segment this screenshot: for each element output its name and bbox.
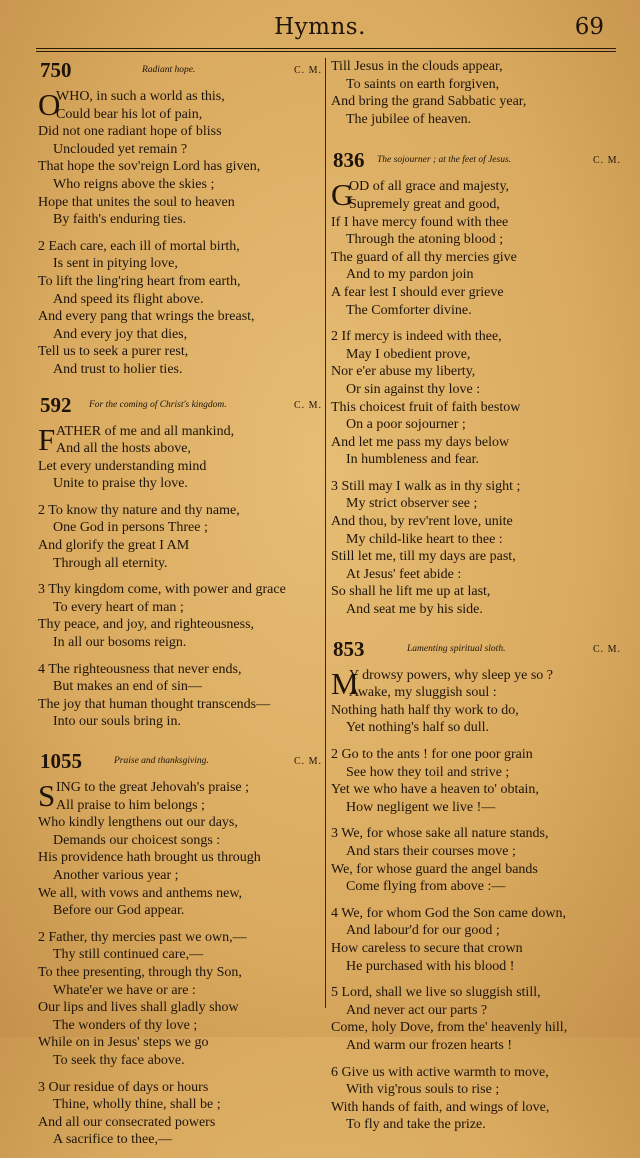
verse-line: While on in Jesus' steps we go [38, 1035, 209, 1051]
verse-line: By faith's enduring ties. [53, 212, 187, 228]
stanza [38, 238, 322, 379]
hymn-number: 836 [333, 148, 365, 173]
stanza [331, 478, 621, 619]
verse-line: Let every understanding mind [38, 458, 207, 474]
hymn-number: 1055 [40, 749, 82, 773]
hymn-number: 592 [40, 392, 72, 417]
verse-line: In humbleness and fear. [346, 452, 479, 468]
drop-cap-letter: S [38, 778, 56, 813]
verse-line: Demands our choicest songs : [53, 832, 221, 848]
hymn-header [38, 58, 322, 85]
verse-line: 3 We, for whose sake all nature stands, [331, 826, 549, 842]
verse-line: Come, holy Dove, from the' heavenly hill, [331, 1020, 568, 1036]
verse-line: 6 Give us with active warmth to move, [331, 1064, 549, 1080]
verse-line: The joy that human thought transcends— [38, 696, 271, 712]
verse-line: And seat me by his side. [346, 602, 483, 618]
verse-line: The guard of all thy mercies give [331, 249, 517, 265]
verse-line: How careless to secure that crown [331, 940, 523, 956]
stanza [38, 423, 322, 493]
verse-line: And bring the grand Sabbatic year, [331, 94, 527, 110]
verse-line: In all our bosoms reign. [53, 635, 187, 651]
verse-line: Or sin against thy love : [346, 381, 481, 397]
verse-line: Tell us to seek a purer rest, [38, 344, 189, 360]
verse-line: And all our consecrated powers [38, 1114, 216, 1130]
verse-line: To fly and take the prize. [346, 1117, 486, 1133]
page-number: 69 [574, 14, 604, 40]
verse-line: See how they toil and strive ; [346, 764, 510, 780]
drop-cap-letter: M [331, 665, 359, 701]
left-column [38, 58, 322, 1158]
stanza [331, 825, 621, 895]
header-rule-double [36, 51, 616, 52]
stanza [331, 667, 621, 737]
verse-line-text: ING to the great Jehovah's praise ; [56, 780, 250, 795]
column-divider [325, 58, 326, 1008]
stanza [331, 328, 621, 469]
verse-line: Through all eternity. [53, 555, 168, 571]
verse-line: We all, with vows and anthems new, [38, 885, 243, 901]
verse-line: If I have mercy found with thee [331, 214, 509, 230]
page-title: Hymns. [274, 14, 366, 40]
hymn-number: 853 [333, 636, 365, 661]
verse-line: Unite to praise thy love. [53, 476, 188, 492]
hymn-subtitle: The sojourner ; at the feet of Jesus. [377, 155, 512, 166]
verse-line: We, for whose guard the angel bands [331, 861, 538, 877]
verse-line: 5 Lord, shall we live so sluggish still, [331, 985, 541, 1001]
verse-line: That hope the sov'reign Lord has given, [38, 159, 261, 175]
stanza [38, 929, 322, 1070]
hymn-meter: C. M. [293, 399, 322, 411]
verse-line: 2 If mercy is indeed with thee, [331, 329, 502, 345]
verse-line: And speed its flight above. [53, 291, 204, 307]
stanza [38, 502, 322, 572]
stanza [38, 779, 322, 920]
verse-line: To seek thy face above. [53, 1052, 185, 1068]
verse-line: And never act our parts ? [346, 1002, 488, 1018]
verse-line: To saints on earth forgiven, [346, 76, 500, 92]
verse-line: Another various year ; [53, 867, 179, 883]
hymn-subtitle: Lamenting spiritual sloth. [407, 643, 506, 654]
verse-line: And labour'd for our good ; [346, 923, 500, 939]
hymn-header [331, 637, 621, 664]
verse-line: Did not one radiant hope of bliss [38, 124, 222, 140]
hymn-meter: C. M. [293, 65, 322, 76]
verse-line: One God in persons Three ; [53, 520, 208, 536]
verse-line: A sacrifice to thee,— [53, 1132, 172, 1148]
verse-line: Through the atoning blood ; [346, 232, 504, 248]
hymn-header [38, 749, 322, 776]
hymn-number: 750 [40, 58, 72, 82]
verse-line: Thine, wholly thine, shall be ; [53, 1097, 221, 1113]
verse-line: Thy peace, and joy, and righteousness, [38, 617, 255, 633]
verse-line: Come flying from above :— [346, 879, 506, 895]
hymn-header [38, 393, 322, 420]
verse-line: Could bear his lot of pain, [56, 106, 203, 122]
hymn-subtitle: For the coming of Christ's kingdom. [89, 399, 227, 410]
verse-line: Whate'er we have or are : [53, 982, 196, 998]
stanza [331, 984, 621, 1054]
verse-line: 2 Go to the ants ! for one poor grain [331, 747, 533, 762]
right-column [331, 58, 621, 1143]
verse-line: And thou, by rev'rent love, unite [331, 514, 513, 530]
verse-line: And warm our frozen hearts ! [346, 1037, 512, 1053]
verse-line: 3 Still may I walk as in thy sight ; [331, 478, 521, 494]
verse-line: With vig'rous souls to rise ; [346, 1082, 500, 1098]
verse-line: Awake, my sluggish soul : [349, 685, 497, 701]
verse-line: And all the hosts above, [56, 441, 191, 457]
verse-line: And every joy that dies, [53, 326, 188, 342]
verse-line: The Comforter divine. [346, 302, 472, 318]
verse-line-text: ATHER of me and all mankind, [56, 423, 235, 439]
verse-line: And to my pardon join [346, 267, 474, 283]
verse-line: Till Jesus in the clouds appear, [331, 59, 503, 74]
stanza [331, 905, 621, 975]
verse-line: Yet nothing's half so dull. [346, 720, 490, 736]
verse-line: May I obedient prove, [346, 346, 471, 362]
verse-line: Into our souls bring in. [53, 714, 181, 730]
hymn-subtitle: Radiant hope. [142, 65, 196, 75]
verse-line: This choicest fruit of faith bestow [331, 399, 521, 415]
verse-line: 2 Each care, each ill of mortal birth, [38, 238, 240, 254]
verse-line: 4 The righteousness that never ends, [38, 661, 242, 677]
verse-line: Who kindly lengthens out our days, [38, 815, 238, 831]
verse-line: Before our God appear. [53, 903, 185, 919]
verse-line: And every pang that wrings the breast, [38, 309, 255, 325]
verse-line: On a poor sojourner ; [346, 417, 466, 433]
verse-line: And let me pass my days below [331, 434, 510, 450]
verse-line: Nothing hath half thy work to do, [331, 702, 519, 718]
hymn-592 [38, 393, 322, 732]
verse-line: My strict observer see ; [346, 496, 478, 512]
verse-line: And trust to holier ties. [53, 361, 183, 377]
verse-line: But makes an end of sin— [53, 679, 202, 695]
verse-line-text: Y drowsy powers, why sleep ye so ? [349, 667, 553, 683]
verse-line: To thee presenting, through thy Son, [38, 964, 242, 980]
stanza [331, 178, 621, 319]
stanza [331, 1064, 621, 1134]
stanza [38, 88, 322, 229]
verse-line: Supremely great and good, [349, 196, 500, 212]
verse-line: The wonders of thy love ; [53, 1017, 198, 1033]
verse-line: Hope that unites the soul to heaven [38, 194, 235, 210]
verse-line: To lift the ling'ring heart from earth, [38, 273, 241, 289]
hymn-750 [38, 58, 322, 379]
hymn-853 [331, 637, 621, 1134]
verse-line: Thy still continued care,— [53, 947, 204, 963]
verse-line: Our lips and lives shall gladly show [38, 1000, 239, 1016]
hymn-meter: C. M. [592, 643, 621, 655]
stanza [38, 661, 322, 731]
verse-line: All praise to him belongs ; [56, 797, 205, 813]
verse-line: Yet we who have a heaven to' obtain, [331, 782, 539, 798]
verse-line: His providence hath brought us through [38, 850, 261, 866]
verse-line: Nor e'er abuse my liberty, [331, 364, 476, 380]
verse-line: With hands of faith, and wings of love, [331, 1099, 550, 1115]
verse-line: The jubilee of heaven. [346, 111, 472, 127]
hymn-meter: C. M. [592, 155, 621, 167]
header-rule [36, 48, 616, 49]
hymn-836 [331, 148, 621, 618]
hymn-meter: C. M. [293, 756, 322, 767]
verse-line: Still let me, till my days are past, [331, 549, 516, 565]
verse-line: To every heart of man ; [53, 599, 184, 615]
verse-line: Who reigns above the skies ; [53, 176, 215, 192]
verse-line: 2 To know thy nature and thy name, [38, 502, 240, 518]
continued-stanza [331, 58, 621, 128]
page-header [0, 14, 640, 44]
hymn-1055 [38, 749, 322, 1149]
hymn-subtitle: Praise and thanksgiving. [114, 756, 209, 766]
verse-line: 3 Thy kingdom come, with power and grace [38, 582, 286, 598]
stanza [38, 581, 322, 651]
verse-line: At Jesus' feet abide : [346, 566, 462, 582]
verse-line: And glorify the great I AM [38, 538, 190, 554]
verse-line: How negligent we live !— [346, 799, 496, 815]
verse-line: He purchased with his blood ! [346, 958, 515, 974]
verse-line: Unclouded yet remain ? [53, 141, 188, 157]
verse-line: Is sent in pitying love, [53, 256, 178, 272]
hymn-header [331, 148, 621, 175]
verse-line: 3 Our residue of days or hours [38, 1079, 209, 1095]
verse-line: So shall he lift me up at last, [331, 584, 491, 600]
drop-cap-letter: O [38, 87, 61, 122]
verse-line-text: WHO, in such a world as this, [56, 89, 225, 104]
stanza [38, 1079, 322, 1149]
verse-line-text: OD of all grace and majesty, [349, 179, 510, 195]
drop-cap-letter: G [331, 177, 354, 213]
verse-line: And stars their courses move ; [346, 843, 516, 859]
verse-line: 2 Father, thy mercies past we own,— [38, 929, 247, 945]
verse-line: My child-like heart to thee : [346, 531, 503, 547]
verse-line: A fear lest I should ever grieve [331, 284, 504, 300]
drop-cap-letter: F [38, 421, 56, 457]
verse-line: 4 We, for whom God the Son came down, [331, 905, 567, 921]
stanza [331, 746, 621, 816]
